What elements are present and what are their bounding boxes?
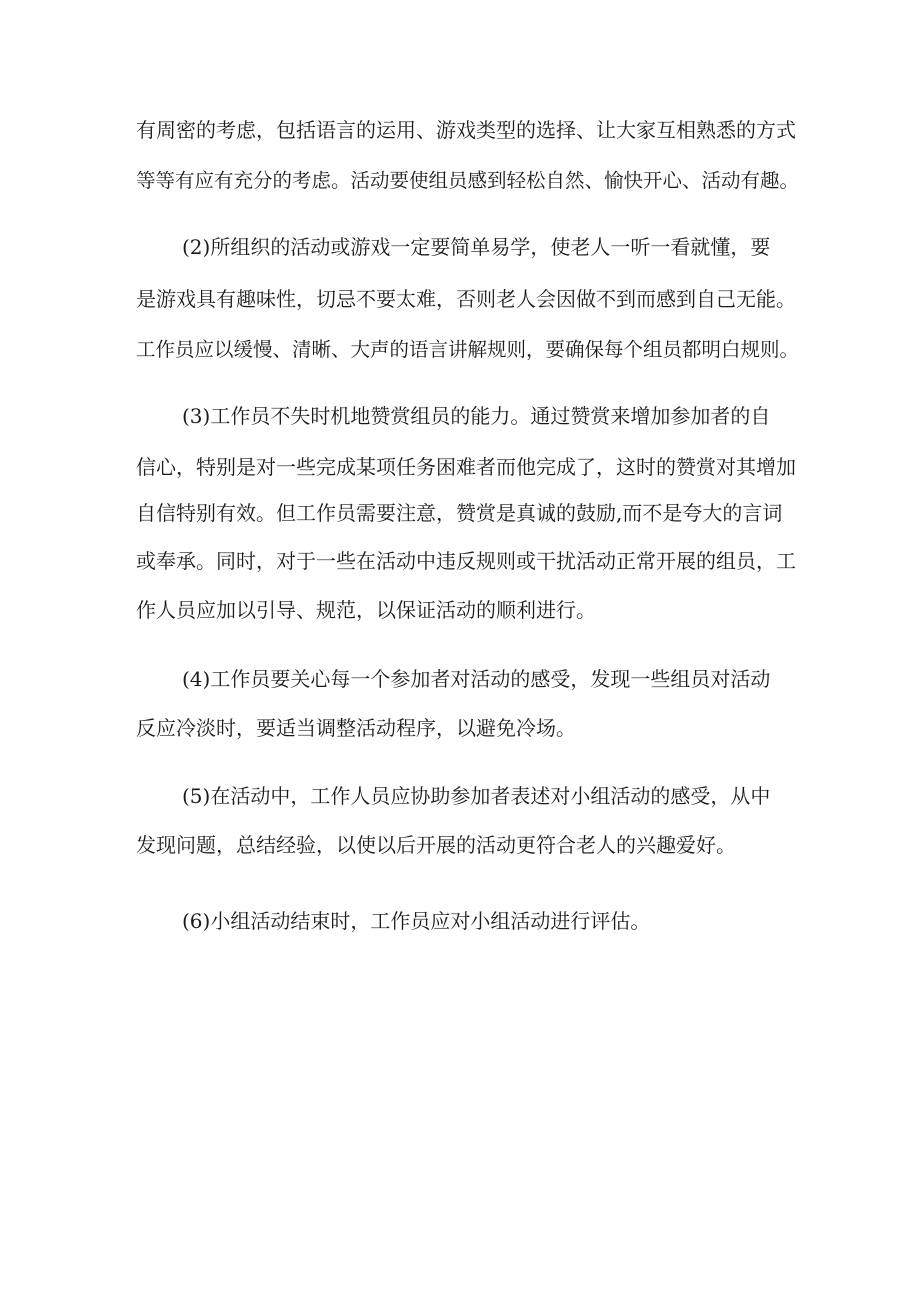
paragraph-6-line-1: (6)小组活动结束时，工作员应对小组活动进行评估。 xyxy=(182,909,651,933)
paragraph-1-line-2: 等等有应有充分的考虑。活动要使组员感到轻松自然、愉快开心、活动有趣。 xyxy=(136,169,800,192)
paragraph-1-line-1: 有周密的考虑，包括语言的运用、游戏类型的选择、让大家互相熟悉的方式 xyxy=(136,118,796,142)
paragraph-2-line-2: 是游戏具有趣味性，切忌不要太难，否则老人会因做不到而感到自己无能。 xyxy=(136,287,796,311)
paragraph-5-line-2: 发现问题，总结经验，以使以后开展的活动更符合老人的兴趣爱好。 xyxy=(136,833,736,857)
paragraph-4-line-1: (4)工作员要关心每一个参加者对活动的感受，发现一些组员对活动 xyxy=(182,667,771,691)
paragraph-4-line-2: 反应冷淡时，要适当调整活动程序，以避免冷场。 xyxy=(136,716,576,740)
paragraph-3-line-5: 作人员应加以引导、规范，以保证活动的顺利进行。 xyxy=(136,598,596,622)
paragraph-3-line-1: (3)工作员不失时机地赞赏组员的能力。通过赞赏来增加参加者的自 xyxy=(182,404,771,428)
paragraph-5-line-1: (5)在活动中，工作人员应协助参加者表述对小组活动的感受，从中 xyxy=(182,784,771,808)
paragraph-3-line-2: 信心，特别是对一些完成某项任务困难者而他完成了，这时的赞赏对其增加 xyxy=(136,455,796,479)
paragraph-2-line-1: (2)所组织的活动或游戏一定要简单易学，使老人一听一看就懂，要 xyxy=(182,235,771,259)
paragraph-2-line-3: 工作员应以缓慢、清晰、大声的语言讲解规则，要确保每个组员都明白规则。 xyxy=(136,338,800,361)
paragraph-3-line-3: 自信特别有效。但工作员需要注意，赞赏是真诚的鼓励,而不是夸大的言词 xyxy=(136,501,783,525)
paragraph-3-line-4: 或奉承。同时，对于一些在活动中违反规则或干扰活动正常开展的组员，工 xyxy=(136,549,796,573)
